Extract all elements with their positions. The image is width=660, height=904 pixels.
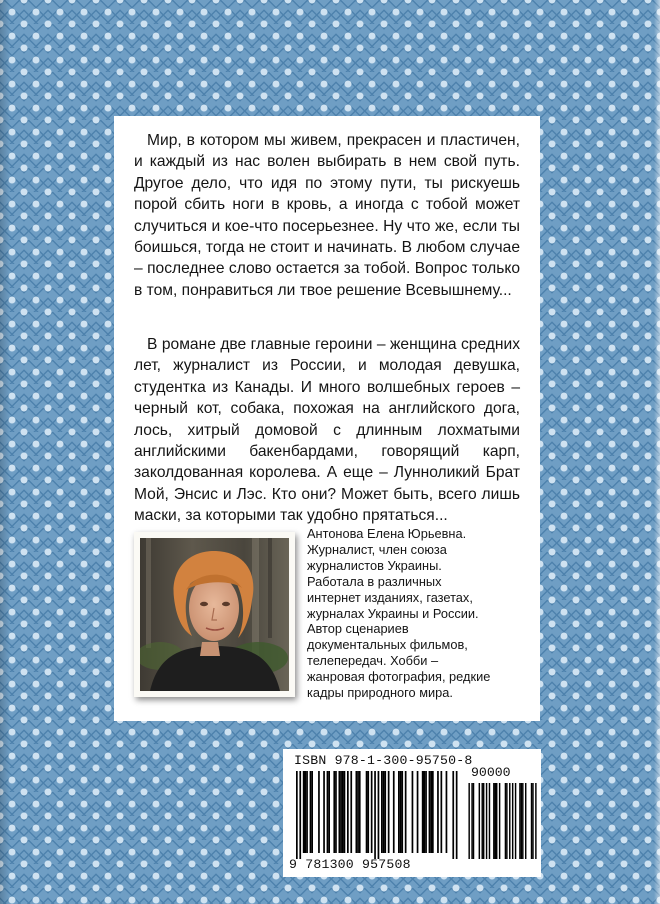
barcode-bar bbox=[400, 771, 402, 853]
addon-bar bbox=[468, 783, 469, 859]
barcode-bar bbox=[296, 771, 298, 859]
barcode-bar bbox=[328, 771, 330, 853]
barcode-bar bbox=[306, 771, 308, 853]
barcode-bar bbox=[405, 771, 407, 853]
barcode-bar bbox=[367, 771, 369, 853]
barcode-bar bbox=[412, 771, 414, 853]
page-edge-highlight bbox=[654, 0, 660, 904]
barcode-bar bbox=[303, 771, 305, 853]
barcode-bar bbox=[305, 771, 307, 853]
author-photo bbox=[140, 538, 289, 691]
addon-bar bbox=[512, 783, 513, 859]
price-addon-code: 90000 bbox=[471, 765, 511, 780]
barcode-bar bbox=[299, 771, 301, 859]
barcode-bar bbox=[424, 771, 426, 853]
barcode-bar bbox=[417, 771, 419, 853]
addon-bar bbox=[483, 783, 484, 859]
barcode-bar bbox=[401, 771, 403, 853]
synopsis-paragraph-1: Мир, в котором мы живем, прекрасен и пластичен, и каждый из нас волен выбирать в нем свой путь. Другое дело, что идя по этому пути, ты рискуешь порой сбить ноги в кровь, а иногда с тобой может случиться и кое-что посерьезнее. Ну что же, если ты боишься, тогда не стоит и начинать. В любом случае – последнее слово остается за тобой. Вопрос только в том, понравиться ли твое решение Всевышнему... bbox=[134, 132, 520, 299]
barcode-bar bbox=[384, 771, 386, 853]
barcode-bar bbox=[357, 771, 359, 853]
spine-shadow bbox=[0, 0, 10, 904]
barcode-bar bbox=[318, 771, 320, 853]
barcode-bar bbox=[437, 771, 439, 853]
barcode-bar bbox=[452, 771, 454, 859]
barcode-bar bbox=[374, 771, 376, 859]
barcode-bar bbox=[310, 771, 312, 853]
addon-bar bbox=[486, 783, 487, 859]
addon-bar bbox=[535, 783, 536, 859]
barcode-bar bbox=[335, 771, 337, 853]
barcode-bar bbox=[342, 771, 344, 853]
barcode-bar bbox=[422, 771, 424, 853]
ean-5-addon-bars bbox=[468, 783, 536, 859]
barcode-bar bbox=[347, 771, 349, 853]
author-photo-frame bbox=[134, 532, 295, 697]
barcode-bar bbox=[388, 771, 390, 853]
barcode-bar bbox=[356, 771, 358, 853]
addon-bar bbox=[519, 783, 520, 859]
barcode-bar bbox=[432, 771, 434, 853]
barcode-bar bbox=[323, 771, 325, 853]
addon-bar bbox=[532, 783, 533, 859]
barcode-bar bbox=[311, 771, 313, 853]
addon-bar bbox=[482, 783, 483, 859]
barcode-bar bbox=[333, 771, 335, 853]
isbn-barcode-box bbox=[283, 749, 541, 877]
barcode-bar bbox=[344, 771, 346, 853]
isbn-label: ISBN 978-1-300-95750-8 bbox=[294, 753, 473, 768]
author-bio: Антонова Елена Юрьевна. Журналист, член союза журналистов Украины. Работала в различных интернет изданиях, газетах, журналах Украины и России. Автор сценариев документальных фильмов, телепередач. Хобби – жанровая фотография, редкие кадры природного мира. bbox=[307, 526, 491, 701]
addon-bar bbox=[493, 783, 494, 859]
barcode-bar bbox=[339, 771, 341, 853]
addon-bar bbox=[479, 783, 480, 859]
barcode-bar bbox=[381, 771, 383, 853]
barcode-bar bbox=[359, 771, 361, 853]
barcode-bar bbox=[430, 771, 432, 853]
barcode-bar bbox=[398, 771, 400, 853]
addon-bar bbox=[525, 783, 526, 859]
barcode-bar bbox=[393, 771, 395, 853]
barcode-bar bbox=[350, 771, 352, 853]
text-panel bbox=[114, 116, 540, 721]
barcode-bar bbox=[441, 771, 443, 853]
barcode-bar bbox=[366, 771, 368, 853]
addon-bar bbox=[473, 783, 474, 859]
barcode-bar bbox=[383, 771, 385, 853]
barcode-bar bbox=[327, 771, 329, 853]
addon-bar bbox=[521, 783, 522, 859]
addon-bar bbox=[471, 783, 472, 859]
barcode-bar bbox=[429, 771, 431, 853]
barcode-bar bbox=[446, 771, 448, 853]
addon-bar bbox=[495, 783, 496, 859]
addon-bar bbox=[531, 783, 532, 859]
addon-bar bbox=[489, 783, 490, 859]
barcode-bar bbox=[425, 771, 427, 853]
addon-bar bbox=[515, 783, 516, 859]
ean-13-bars bbox=[296, 771, 458, 859]
barcode-digits: 9 781300 957508 bbox=[289, 857, 411, 872]
synopsis-paragraph-2: В романе две главные героини – женщина средних лет, журналист из России, и молодая девушка, студентка из Канады. И много волшебных героев – черный кот, собака, похожая на английского дога, лось, хитрый домовой с длинным лохматыми английскими бакенбардами, говорящий карп, заколдованная королева. А еще – Лунноликий Брат Мой, Энсис и Лэс. Кто они? Может быть, всего лишь маски, за которыми так удобно прятаться... bbox=[134, 336, 520, 525]
barcode-bar bbox=[371, 771, 373, 853]
barcode-bar bbox=[378, 771, 380, 859]
barcode-bar bbox=[456, 771, 458, 859]
addon-bar bbox=[496, 783, 497, 859]
addon-bar bbox=[499, 783, 500, 859]
addon-bar bbox=[505, 783, 506, 859]
addon-bar bbox=[509, 783, 510, 859]
barcode-bar bbox=[340, 771, 342, 853]
addon-bar bbox=[522, 783, 523, 859]
addon-bar bbox=[506, 783, 507, 859]
